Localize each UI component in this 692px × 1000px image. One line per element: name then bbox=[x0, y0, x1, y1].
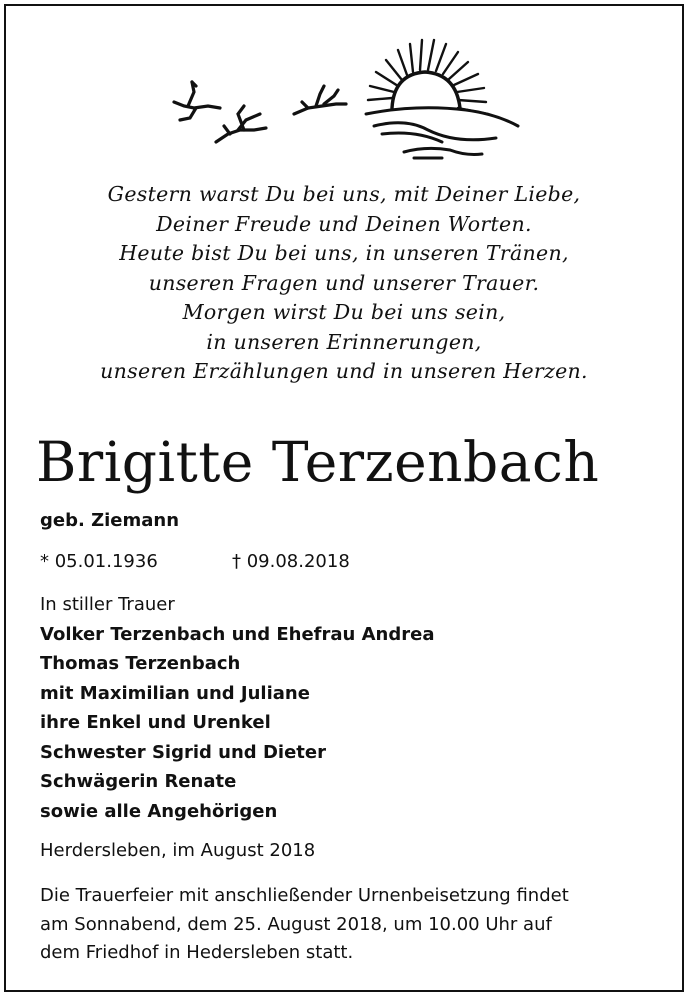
obituary-notice bbox=[4, 4, 684, 992]
service-line: dem Friedhof in Hedersleben statt. bbox=[40, 942, 354, 963]
poem-line: unseren Fragen und unserer Trauer. bbox=[148, 270, 540, 295]
sun-rays-icon bbox=[368, 40, 488, 114]
service-line: Die Trauerfeier mit anschließender Urnenbeisetzung findet bbox=[40, 885, 569, 906]
mourners bbox=[40, 590, 434, 826]
place-and-date: Herdersleben, im August 2018 bbox=[40, 840, 316, 861]
bird-icon bbox=[216, 106, 266, 142]
death-date: † 09.08.2018 bbox=[232, 551, 350, 572]
mourner-line: Schwägerin Renate bbox=[40, 771, 237, 792]
poem bbox=[6, 180, 682, 387]
mourner-line: Volker Terzenbach und Ehefrau Andrea bbox=[40, 623, 435, 645]
mourner-line: Schwester Sigrid und Dieter bbox=[40, 741, 326, 763]
poem-line: unseren Erzählungen und in unseren Herzen. bbox=[100, 359, 588, 383]
birds-sunrise-icon bbox=[166, 34, 526, 166]
birth-date: * 05.01.1936 bbox=[40, 551, 158, 572]
poem-line: Heute bist Du bei uns, in unseren Tränen, bbox=[119, 241, 569, 265]
poem-line: Morgen wirst Du bei uns sein, bbox=[182, 300, 506, 324]
mourner-line: ihre Enkel und Urenkel bbox=[40, 712, 271, 733]
service-line: am Sonnabend, dem 25. August 2018, um 10.00 Uhr auf bbox=[40, 913, 552, 935]
bird-icon bbox=[174, 82, 220, 120]
mourner-line: Thomas Terzenbach bbox=[40, 653, 241, 674]
life-dates bbox=[40, 549, 350, 575]
birth-name: geb. Ziemann bbox=[40, 510, 180, 531]
mourner-line: mit Maximilian und Juliane bbox=[40, 682, 310, 704]
poem-line: in unseren Erinnerungen, bbox=[206, 329, 482, 354]
poem-line: Deiner Freude und Deinen Worten. bbox=[156, 211, 532, 236]
bird-icon bbox=[294, 86, 346, 114]
mourners-intro: In stiller Trauer bbox=[40, 594, 175, 615]
mourner-line: sowie alle Angehörigen bbox=[40, 800, 278, 822]
poem-line: Gestern warst Du bei uns, mit Deiner Liebe, bbox=[107, 182, 581, 206]
hills-icon bbox=[366, 108, 518, 158]
deceased-name: Brigitte Terzenbach bbox=[36, 430, 600, 494]
funeral-service-info bbox=[40, 882, 670, 968]
